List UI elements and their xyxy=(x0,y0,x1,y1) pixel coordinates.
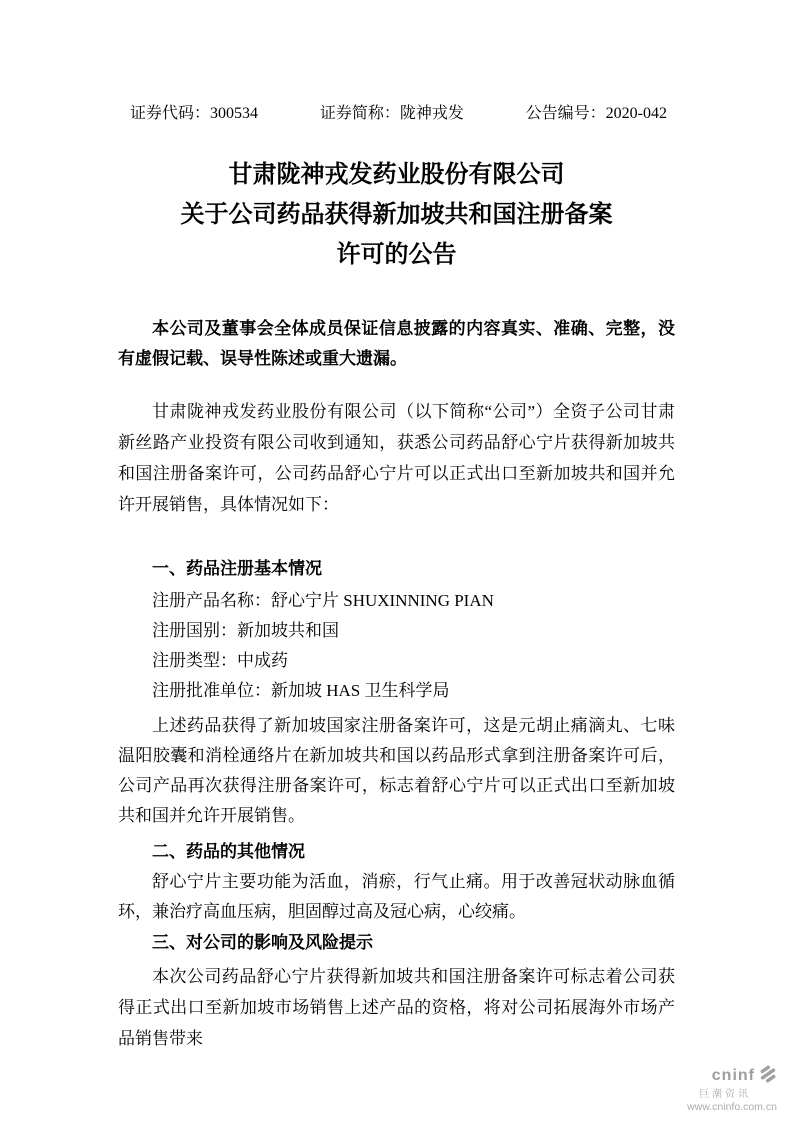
cninfo-brand-chinese: 巨潮资讯 xyxy=(699,1089,751,1101)
title-line-1: 甘肃陇神戎发药业股份有限公司 xyxy=(228,162,565,188)
registration-item-type: 注册类型：中成药 xyxy=(152,651,288,670)
document-header xyxy=(130,103,667,125)
title-line-2: 关于公司药品获得新加坡共和国注册备案 xyxy=(180,202,613,228)
section-3-paragraph: 本次公司药品舒心宁片获得新加坡共和国注册备案许可标志着公司获得正式出口至新加坡市场销售上述产品的资格，将对公司拓展海外市场产品销售带来 xyxy=(118,967,675,1048)
registration-item-country: 注册国别：新加坡共和国 xyxy=(152,621,339,640)
disclaimer-paragraph: 本公司及董事会全体成员保证信息披露的内容真实、准确、完整，没有虚假记载、误导性陈述或重大遗漏。 xyxy=(118,319,675,368)
section-2-heading: 二、药品的其他情况 xyxy=(152,842,305,861)
registration-item-product-name: 注册产品名称：舒心宁片 SHUXINNING PIAN xyxy=(152,591,494,610)
title-line-3: 许可的公告 xyxy=(336,242,457,268)
cninfo-logo-text: cninf xyxy=(711,1067,755,1085)
stock-code: 证券代码：300534 xyxy=(130,105,259,122)
section-3-heading: 三、对公司的影响及风险提示 xyxy=(152,933,373,952)
announcement-number: 公告编号：2020-042 xyxy=(525,105,667,122)
registration-item-approver: 注册批准单位：新加坡 HAS 卫生科学局 xyxy=(152,681,450,700)
stock-abbr: 证券简称：陇神戎发 xyxy=(319,105,464,122)
cninfo-watermark xyxy=(677,1064,787,1114)
document-title xyxy=(118,155,675,275)
section-1-paragraph: 上述药品获得了新加坡国家注册备案许可，这是元胡止痛滴丸、七味温阳胶囊和消栓通络片在新加坡共和国以药品形式拿到注册备案许可后，公司产品再次获得注册备案许可，标志着舒心宁片可以正式出口至新加坡共和国并允许开展销售。 xyxy=(118,716,675,825)
section-1-heading: 一、药品注册基本情况 xyxy=(152,559,322,578)
intro-paragraph: 甘肃陇神戎发药业股份有限公司（以下简称“公司”）全资子公司甘肃新丝路产业投资有限公司收到通知，获悉公司药品舒心宁片获得新加坡共和国注册备案许可，公司药品舒心宁片可以正式出口至新加坡共和国并允许开展销售，具体情况如下： xyxy=(118,402,675,514)
section-2-paragraph: 舒心宁片主要功能为活血，消瘀，行气止痛。用于改善冠状动脉血循环，兼治疗高血压病，胆固醇过高及冠心病，心绞痛。 xyxy=(118,872,675,921)
cninfo-swirl-icon xyxy=(757,1064,779,1089)
cninfo-logo xyxy=(677,1064,787,1089)
cninfo-url: www.cninfo.com.cn xyxy=(687,1101,777,1114)
registration-info-list xyxy=(118,586,675,706)
